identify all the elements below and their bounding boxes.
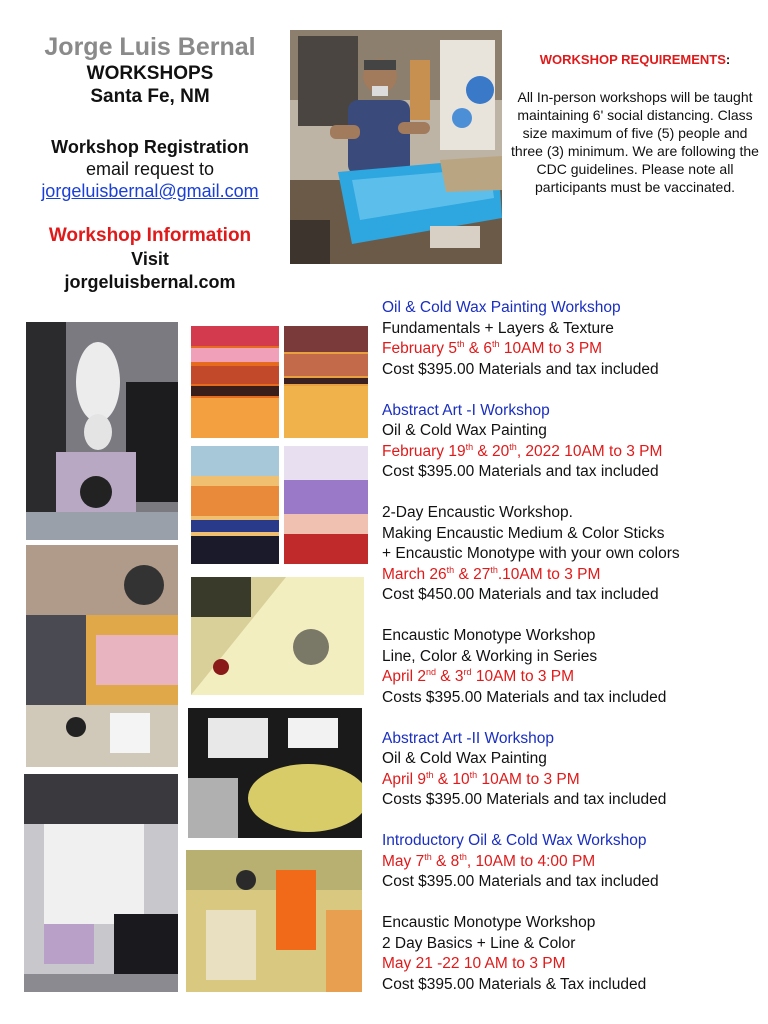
registration-text: email request to [85,159,215,179]
workshop-cost: Cost $450.00 Materials and tax included [382,586,659,603]
info-title: Workshop Information [48,225,252,246]
workshop-subtitle: 2 Day Basics + Line & Color [382,934,576,952]
artwork-2 [191,326,279,438]
email-link[interactable]: jorgeluisbernal@gmail.com [41,181,259,201]
workshop-subtitle-2: + Encaustic Monotype with your own colors [382,545,680,562]
workshop-title: Abstract Art -I Workshop [382,401,550,419]
workshop-title: Encaustic Monotype Workshop [382,914,596,931]
location: Santa Fe, NM [90,86,210,107]
artwork-1 [26,322,178,540]
visit-label: Visit [131,249,169,269]
studio-photo-graphic [290,30,502,264]
artist-name: Jorge Luis Bernal [44,33,256,61]
workshop-item [382,831,762,893]
workshop-cost: Cost $395.00 Materials and tax included [382,360,659,378]
artwork-10 [186,850,362,992]
workshop-date: February 19th & 20th, 2022 10AM to 3 PM [382,441,663,460]
requirements-block [510,52,760,196]
workshop-title: 2-Day Encaustic Workshop. [382,504,573,521]
workshop-cost: Cost $395.00 Materials and tax included [382,463,659,480]
workshop-title: Abstract Art -II Workshop [382,729,554,747]
workshop-cost: Cost $395.00 Materials & Tax included [382,975,647,993]
artwork-7 [191,577,364,695]
workshop-subtitle: Oil & Cold Wax Painting [382,422,547,439]
requirements-body: All In-person workshops will be taught maintaining 6' social distancing. Class size maximum of five (5) people and three (3) minimum. We are following the CDC guidelines. Please note all participants must be vaccinated. [511,89,759,195]
artwork-5 [284,446,368,564]
workshop-item [382,626,762,708]
workshop-date: March 26th & 27th.10AM to 3 PM [382,564,601,583]
workshop-date: February 5th & 6th 10AM to 3 PM [382,338,603,357]
workshop-subtitle: Line, Color & Working in Series [382,647,598,665]
workshop-date: April 9th & 10th 10AM to 3 PM [382,769,580,788]
workshop-date: May 21 -22 10 AM to 3 PM [382,955,566,972]
website-link[interactable]: jorgeluisbernal.com [64,272,236,292]
artwork-8 [188,708,362,838]
workshop-item [382,729,762,811]
workshop-date: May 7th & 8th, 10AM to 4:00 PM [382,851,596,870]
artwork-3 [284,326,368,438]
workshop-item [382,913,762,995]
workshop-cost: Costs $395.00 Materials and tax included [382,791,667,808]
artwork-9 [24,774,178,992]
requirements-title: WORKSHOP REQUIREMENTS [539,52,726,67]
workshop-title: Encaustic Monotype Workshop [382,627,596,644]
header-block [0,32,300,294]
workshop-cost: Costs $395.00 Materials and tax included [382,688,667,706]
workshop-title: Oil & Cold Wax Painting Workshop [382,299,621,316]
workshop-cost: Cost $395.00 Materials and tax included [382,873,659,890]
requirements-title-colon: : [725,52,731,67]
workshop-subtitle: Oil & Cold Wax Painting [382,750,547,767]
artwork-4 [191,446,279,564]
workshop-title: Introductory Oil & Cold Wax Workshop [382,832,647,849]
workshop-subtitle: Fundamentals + Layers & Texture [382,319,614,337]
workshop-item [382,401,762,483]
artist-photo [290,30,502,264]
workshop-subtitle: Making Encaustic Medium & Color Sticks [382,524,665,542]
workshop-item [382,298,762,380]
workshop-date: April 2nd & 3rd 10AM to 3 PM [382,666,575,685]
artwork-6 [26,545,178,767]
workshop-list [382,298,762,1016]
workshops-label: WORKSHOPS [86,63,214,84]
registration-title: Workshop Registration [51,137,249,157]
workshop-item [382,503,762,606]
